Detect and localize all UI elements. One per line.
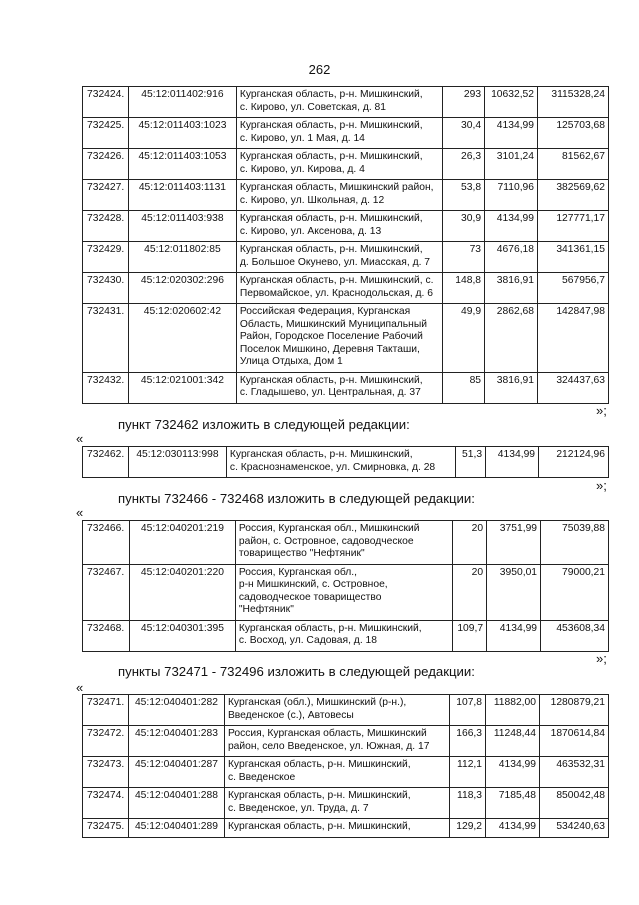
close-quote-1: »; <box>596 403 607 418</box>
area-cell: 26,3 <box>443 149 485 180</box>
cadastral-number-cell: 45:12:011403:1131 <box>128 180 236 211</box>
rate-cell: 4134,99 <box>486 447 539 478</box>
cadastral-number-cell: 45:12:020302:296 <box>128 273 236 304</box>
row-number-cell: 732426. <box>83 149 129 180</box>
address-cell <box>224 788 449 819</box>
value-cell: 81562,67 <box>538 149 609 180</box>
table-row <box>83 788 609 819</box>
address-cell <box>224 695 449 726</box>
property-table-2 <box>82 446 609 478</box>
address-line: Курганская область, р-н. Мишкинский, <box>227 821 411 832</box>
area-cell: 109,7 <box>453 620 487 651</box>
address-cell <box>236 87 442 118</box>
cadastral-number-cell: 45:12:021001:342 <box>128 372 236 403</box>
value-cell: 567956,7 <box>538 273 609 304</box>
address-line: Область, Мишкинский Муниципальный <box>239 318 428 330</box>
value-cell: 382569,62 <box>538 180 609 211</box>
address-line: Курганская область, р-н. Мишкинский, <box>239 244 423 255</box>
section-heading: пункты 732471 - 732496 изложить в следующей редакции: <box>118 664 475 679</box>
address-line: Курганская область, р-н. Мишкинский, <box>239 120 423 131</box>
value-cell: 453608,34 <box>541 620 609 651</box>
address-line: Курганская область, р-н. Мишкинский, <box>227 790 411 801</box>
table-row <box>83 819 609 838</box>
address-line: Курганская область, р-н. Мишкинский, с. <box>239 275 434 286</box>
address-line: с. Кирово, ул. Школьная, д. 12 <box>239 194 385 206</box>
address-line: Поселок Мишкино, Деревня Такташи, <box>239 343 420 355</box>
address-line: Курганская область, р-н. Мишкинский, <box>229 449 413 460</box>
cadastral-number-cell: 45:12:040401:282 <box>128 695 224 726</box>
area-cell: 53,8 <box>443 180 485 211</box>
property-table-4 <box>82 694 609 838</box>
row-number-cell: 732462. <box>83 447 129 478</box>
row-number-cell: 732425. <box>83 118 129 149</box>
cadastral-number-cell: 45:12:011403:938 <box>128 211 236 242</box>
value-cell: 79000,21 <box>541 564 609 620</box>
address-cell <box>224 726 449 757</box>
rate-cell: 4134,99 <box>485 211 538 242</box>
row-number-cell: 732427. <box>83 180 129 211</box>
rate-cell: 2862,68 <box>485 304 538 373</box>
open-quote: « <box>76 680 84 695</box>
section-heading: пункты 732466 - 732468 изложить в следующей редакции: <box>118 491 475 506</box>
address-cell <box>226 447 455 478</box>
table-row <box>83 372 609 403</box>
address-cell <box>236 211 442 242</box>
address-line: товарищество "Нефтяник" <box>238 548 365 559</box>
area-cell: 118,3 <box>450 788 486 819</box>
address-cell <box>236 273 442 304</box>
page-number: 262 <box>308 62 331 77</box>
row-number-cell: 732431. <box>83 304 129 373</box>
area-cell: 85 <box>443 372 485 403</box>
rate-cell: 7185,48 <box>486 788 540 819</box>
table-row <box>83 695 609 726</box>
address-line: р-н Мишкинский, с. Островное, <box>238 579 388 590</box>
open-quote: « <box>76 431 84 446</box>
value-cell: 212124,96 <box>539 447 609 478</box>
row-number-cell: 732475. <box>83 819 129 838</box>
address-cell <box>236 242 442 273</box>
address-line: Первомайское, ул. Краснодольская, д. 6 <box>239 287 434 299</box>
rate-cell: 4134,99 <box>485 118 538 149</box>
address-line: Курганская область, р-н. Мишкинский, <box>239 213 423 224</box>
address-line: с. Кирово, ул. Советская, д. 81 <box>239 101 387 113</box>
cadastral-number-cell: 45:12:011403:1053 <box>128 149 236 180</box>
address-line: Улица Отдыха, Дом 1 <box>239 356 343 367</box>
cadastral-number-cell: 45:12:011802:85 <box>128 242 236 273</box>
address-line: район, село Введенское, ул. Южная, д. 17 <box>227 740 430 752</box>
value-cell: 1870614,84 <box>540 726 609 757</box>
address-cell <box>236 180 442 211</box>
address-cell <box>235 620 452 651</box>
rate-cell: 3816,91 <box>485 372 538 403</box>
address-cell <box>224 819 449 838</box>
row-number-cell: 732424. <box>83 87 129 118</box>
address-cell <box>235 564 452 620</box>
row-number-cell: 732474. <box>83 788 129 819</box>
cadastral-number-cell: 45:12:040401:288 <box>128 788 224 819</box>
value-cell: 463532,31 <box>540 757 609 788</box>
cadastral-number-cell: 45:12:040401:289 <box>128 819 224 838</box>
table-row <box>83 726 609 757</box>
row-number-cell: 732467. <box>83 564 130 620</box>
rate-cell: 7110,96 <box>485 180 538 211</box>
area-cell: 166,3 <box>450 726 486 757</box>
address-line: с. Краснознаменское, ул. Смирновка, д. 28 <box>229 461 436 473</box>
address-line: Курганская область, р-н. Мишкинский, <box>239 89 423 100</box>
rate-cell: 3101,24 <box>485 149 538 180</box>
close-quote-2: »; <box>596 478 607 493</box>
area-cell: 107,8 <box>450 695 486 726</box>
area-cell: 30,4 <box>443 118 485 149</box>
rate-cell: 10632,52 <box>485 87 538 118</box>
address-line: с. Кирово, ул. Кирова, д. 4 <box>239 163 365 175</box>
area-cell: 148,8 <box>443 273 485 304</box>
rate-cell: 4676,18 <box>485 242 538 273</box>
address-line: садоводческое товарищество <box>238 591 382 603</box>
row-number-cell: 732429. <box>83 242 129 273</box>
cadastral-number-cell: 45:12:040201:219 <box>129 521 235 565</box>
cadastral-number-cell: 45:12:011402:916 <box>128 87 236 118</box>
row-number-cell: 732432. <box>83 372 129 403</box>
rate-cell: 11882,00 <box>486 695 540 726</box>
area-cell: 51,3 <box>456 447 486 478</box>
row-number-cell: 732430. <box>83 273 129 304</box>
address-line: Курганская область, р-н. Мишкинский, <box>239 374 423 386</box>
rate-cell: 4134,99 <box>486 819 540 838</box>
address-line: Российская Федерация, Курганская <box>239 306 411 317</box>
value-cell: 3115328,24 <box>538 87 609 118</box>
address-line: Курганская область, р-н. Мишкинский, <box>238 622 422 634</box>
address-line: с. Гладышево, ул. Центральная, д. 37 <box>239 387 421 398</box>
table-row <box>83 620 609 651</box>
row-number-cell: 732428. <box>83 211 129 242</box>
area-cell: 49,9 <box>443 304 485 373</box>
address-cell <box>224 757 449 788</box>
address-line: Россия, Курганская обл., Мишкинский <box>238 523 420 534</box>
row-number-cell: 732472. <box>83 726 129 757</box>
value-cell: 341361,15 <box>538 242 609 273</box>
table-row <box>83 521 609 565</box>
value-cell: 1280879,21 <box>540 695 609 726</box>
address-line: Россия, Курганская область, Мишкинский <box>227 728 427 739</box>
address-line: Курганская (обл.), Мишкинский (р-н.), <box>227 697 407 708</box>
cadastral-number-cell: 45:12:011403:1023 <box>128 118 236 149</box>
rate-cell: 3751,99 <box>487 521 541 565</box>
rate-cell: 4134,99 <box>487 620 541 651</box>
area-cell: 30,9 <box>443 211 485 242</box>
address-line: район, с. Островное, садоводческое <box>238 535 414 547</box>
address-cell <box>235 521 452 565</box>
rate-cell: 3950,01 <box>487 564 541 620</box>
address-line: с. Кирово, ул. Аксенова, д. 13 <box>239 225 382 237</box>
address-cell <box>236 372 442 403</box>
row-number-cell: 732468. <box>83 620 130 651</box>
rate-cell: 11248,44 <box>486 726 540 757</box>
area-cell: 112,1 <box>450 757 486 788</box>
address-cell <box>236 118 442 149</box>
value-cell: 142847,98 <box>538 304 609 373</box>
address-line: с. Введенское <box>227 771 296 783</box>
value-cell: 125703,68 <box>538 118 609 149</box>
address-line: с. Введенское, ул. Труда, д. 7 <box>227 802 369 814</box>
value-cell: 75039,88 <box>541 521 609 565</box>
table-row <box>83 242 609 273</box>
address-line: "Нефтяник" <box>238 604 294 615</box>
table-row <box>83 87 609 118</box>
table-row <box>83 564 609 620</box>
area-cell: 129,2 <box>450 819 486 838</box>
address-line: с. Кирово, ул. 1 Мая, д. 14 <box>239 132 365 144</box>
cadastral-number-cell: 45:12:040301:395 <box>129 620 235 651</box>
value-cell: 850042,48 <box>540 788 609 819</box>
section-heading: пункт 732462 изложить в следующей редакции: <box>118 417 410 432</box>
address-cell <box>236 149 442 180</box>
property-table-3 <box>82 520 609 652</box>
row-number-cell: 732466. <box>83 521 130 565</box>
area-cell: 20 <box>453 521 487 565</box>
row-number-cell: 732471. <box>83 695 129 726</box>
cadastral-number-cell: 45:12:020602:42 <box>128 304 236 373</box>
area-cell: 293 <box>443 87 485 118</box>
address-line: д. Большое Окунево, ул. Миасская, д. 7 <box>239 256 431 268</box>
address-line: Курганская область, Мишкинский район, <box>239 182 434 193</box>
table-row <box>83 447 609 478</box>
table-row <box>83 304 609 373</box>
cadastral-number-cell: 45:12:030113:998 <box>128 447 226 478</box>
address-line: Район, Городское Поселение Рабочий <box>239 331 423 342</box>
area-cell: 20 <box>453 564 487 620</box>
address-line: Курганская область, р-н. Мишкинский, <box>227 759 411 770</box>
table-row <box>83 273 609 304</box>
table-row <box>83 211 609 242</box>
address-line: Россия, Курганская обл., <box>238 566 358 578</box>
open-quote: « <box>76 505 84 520</box>
rate-cell: 4134,99 <box>486 757 540 788</box>
value-cell: 324437,63 <box>538 372 609 403</box>
address-line: Введенское (с.), Автовесы <box>227 709 354 721</box>
address-line: Курганская область, р-н. Мишкинский, <box>239 151 423 162</box>
cadastral-number-cell: 45:12:040201:220 <box>129 564 235 620</box>
property-table-1 <box>82 86 609 404</box>
cadastral-number-cell: 45:12:040401:287 <box>128 757 224 788</box>
address-line: с. Восход, ул. Садовая, д. 18 <box>238 635 377 646</box>
rate-cell: 3816,91 <box>485 273 538 304</box>
close-quote-3: »; <box>596 651 607 666</box>
table-row <box>83 118 609 149</box>
table-row <box>83 180 609 211</box>
value-cell: 534240,63 <box>540 819 609 838</box>
row-number-cell: 732473. <box>83 757 129 788</box>
cadastral-number-cell: 45:12:040401:283 <box>128 726 224 757</box>
table-row <box>83 757 609 788</box>
area-cell: 73 <box>443 242 485 273</box>
table-row <box>83 149 609 180</box>
address-cell <box>236 304 442 373</box>
value-cell: 127771,17 <box>538 211 609 242</box>
